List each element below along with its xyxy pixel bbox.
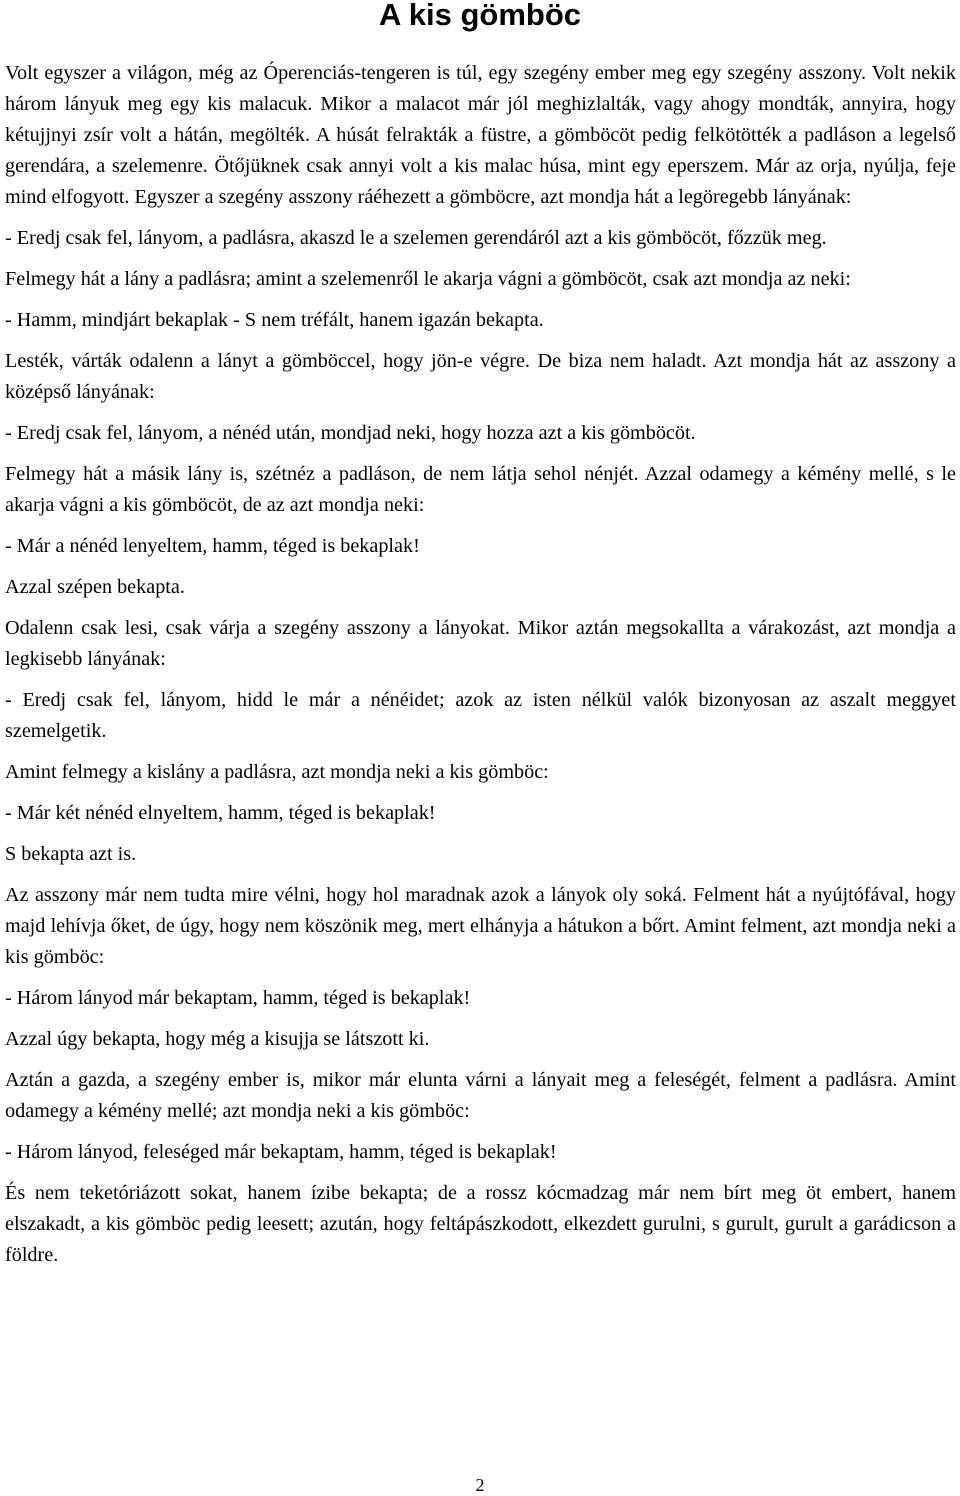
- paragraph-dialogue: - Három lányod már bekaptam, hamm, téged is bekaplak!: [5, 987, 471, 1009]
- paragraph: Amint felmegy a kislány a padlásra, azt mondja neki a kis gömböc:: [5, 761, 549, 783]
- paragraph-dialogue: - Három lányod, feleséged már bekaptam, hamm, téged is bekaplak!: [5, 1141, 557, 1163]
- paragraph-dialogue: - Hamm, mindjárt bekaplak - S nem tréfált, hanem igazán bekapta.: [5, 309, 544, 331]
- paragraph-dialogue: - Már a nénéd lenyeltem, hamm, téged is bekaplak!: [5, 535, 420, 557]
- story-body: [5, 58, 956, 1281]
- paragraph: Lesték, várták odalenn a lányt a gömböccel, hogy jön-e végre. De biza nem haladt. Azt mondja hát az asszony a középső lányának:: [5, 350, 956, 403]
- paragraph: Odalenn csak lesi, csak várja a szegény asszony a lányokat. Mikor aztán megsokallta a várakozást, azt mondja a legkisebb lányának:: [5, 617, 956, 670]
- document-title: A kis gömböc: [378, 0, 582, 32]
- paragraph: Aztán a gazda, a szegény ember is, mikor már elunta várni a lányait meg a feleségét, felment a padlásra. Amint odamegy a kémény mellé; azt mondja neki a kis gömböc:: [5, 1069, 956, 1122]
- paragraph-dialogue-eldest: - Eredj csak fel, lányom, a padlásra, akaszd le a szelemen gerendáról azt a kis gömböcöt, főzzük meg.: [5, 227, 827, 249]
- paragraph-ending: És nem teketóriázott sokat, hanem ízibe bekapta; de a rossz kócmadzag már nem bírt meg öt embert, hanem elszakadt, a kis gömböc pedig leesett; azután, hogy feltápászkodott, elkezdett gurulni, s gurult, gurult a garádicson a földre.: [5, 1182, 956, 1266]
- paragraph: Az asszony már nem tudta mire vélni, hogy hol maradnak azok a lányok oly soká. Felment hát a nyújtófával, hogy majd lehívja őket, de úgy, hogy nem köszönik meg, mert elhányja a hátukon a bőrt. Amint felment, azt mondja neki a kis gömböc:: [5, 884, 956, 968]
- paragraph: Azzal úgy bekapta, hogy még a kisujja se látszott ki.: [5, 1028, 430, 1050]
- paragraph-dialogue: - Eredj csak fel, lányom, a nénéd után, mondjad neki, hogy hozza azt a kis gömböcöt.: [5, 422, 696, 444]
- paragraph: Felmegy hát a lány a padlásra; amint a szelemenről le akarja vágni a gömböcöt, csak azt mondja az neki:: [5, 268, 851, 290]
- page-number: 2: [475, 1475, 485, 1495]
- paragraph: S bekapta azt is.: [5, 843, 137, 865]
- paragraph-dialogue: - Eredj csak fel, lányom, hidd le már a nénéidet; azok az isten nélkül valók bizonyosan az aszalt meggyet szemelgetik.: [5, 689, 956, 742]
- paragraph: Felmegy hát a másik lány is, szétnéz a padláson, de nem látja sehol nénjét. Azzal odamegy a kémény mellé, s le akarja vágni a kis gömböcöt, de az azt mondja neki:: [5, 463, 956, 516]
- paragraph-intro: Volt egyszer a világon, még az Óperenciás-tengeren is túl, egy szegény ember meg egy szegény asszony. Volt nekik három lányuk meg egy kis malacuk. Mikor a malacot már jól meghizlalták, vagy ahogy mondták, annyira, hogy kétujjnyi zsír volt a hátán, megölték. A húsát felrakták a füstre, a gömböcöt pedig felkötötték a padláson a legelső gerendára, a szelemenre. Ötőjüknek csak annyi volt a kis malac húsa, mint egy eperszem. Már az orja, nyúlja, feje mind elfogyott. Egyszer a szegény asszony ráéhezett a gömböcre, azt mondja hát a legöregebb lányának:: [5, 62, 956, 208]
- paragraph: Azzal szépen bekapta.: [5, 576, 185, 598]
- paragraph-dialogue: - Már két nénéd elnyeltem, hamm, téged is bekaplak!: [5, 802, 436, 824]
